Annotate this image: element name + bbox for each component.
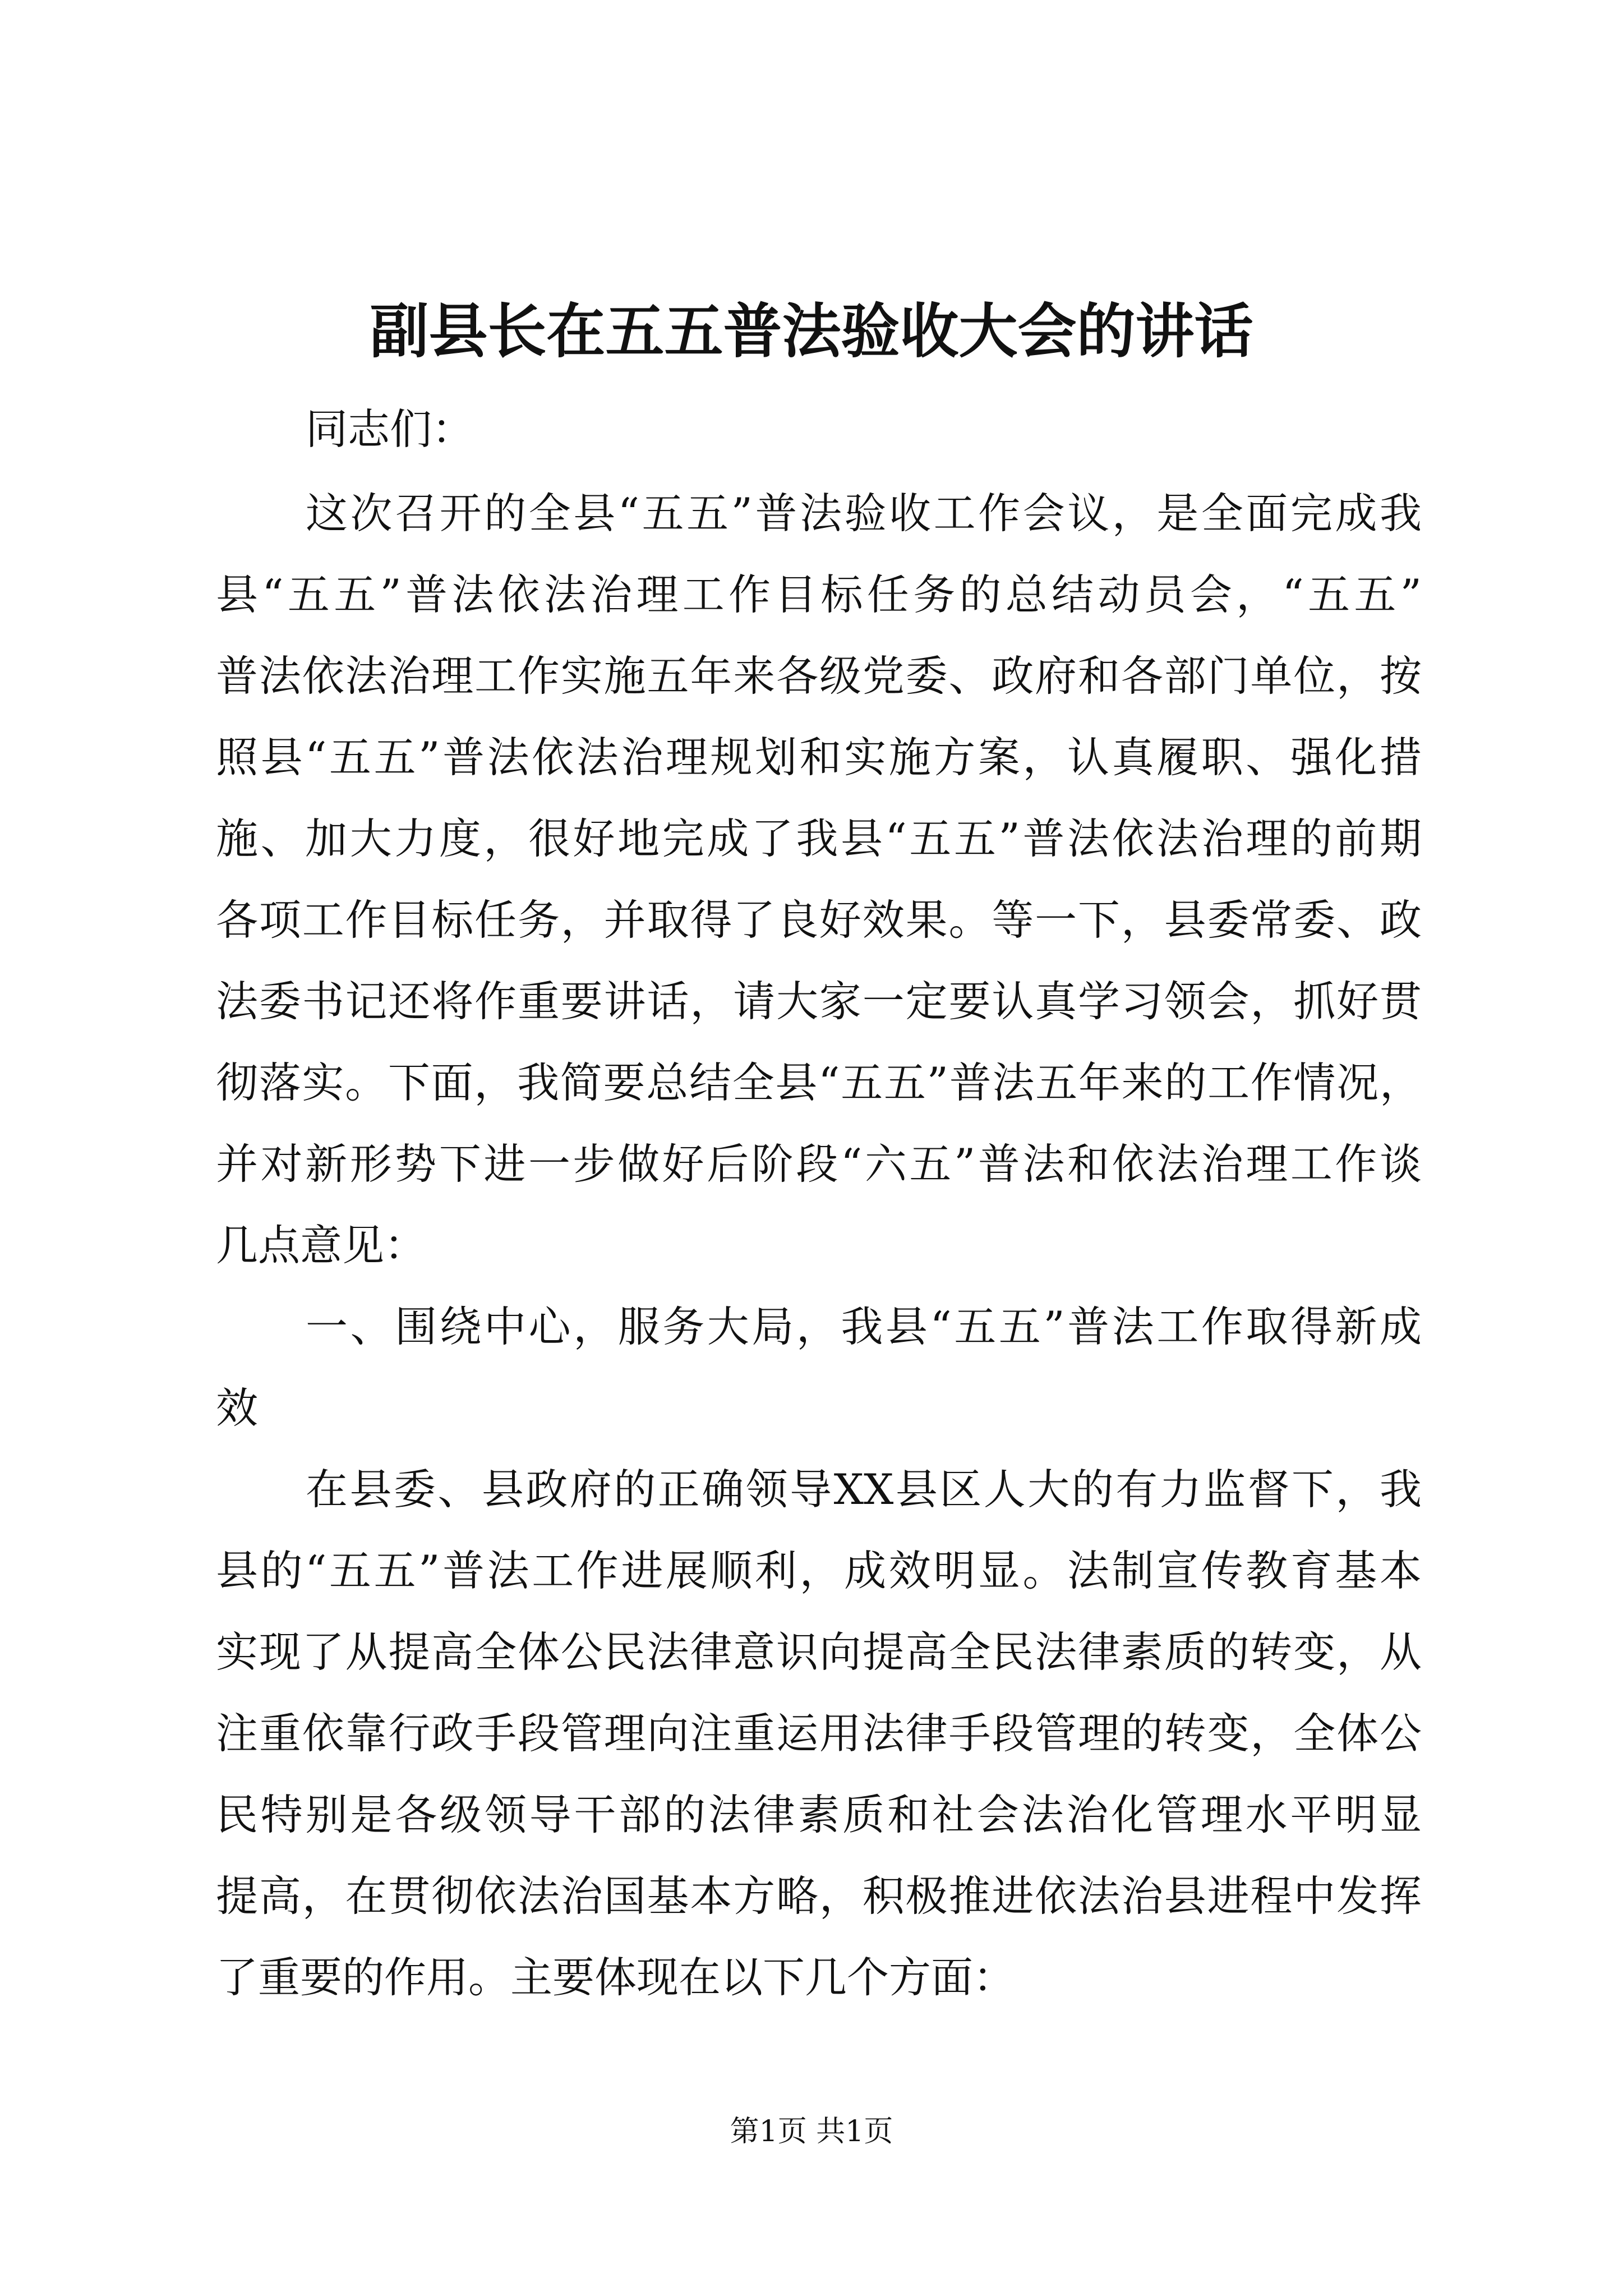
paragraph-line: 在县委、县政府的正确领导XX县区人大的有力监督下，我 — [306, 1465, 1422, 1514]
paragraph-line: 了重要的作用。主要体现在以下几个方面： — [216, 1953, 1016, 2002]
section-heading-line: 效 — [216, 1383, 259, 1433]
paragraph-line: 提高，在贯彻依法治国基本方略，积极推进依法治县进程中发挥 — [216, 1871, 1422, 1921]
paragraph-line: 施、加大力度，很好地完成了我县“五五”普法依法治理的前期 — [216, 814, 1422, 863]
paragraph-line: 实现了从提高全体公民法律意识向提高全民法律素质的转变，从 — [216, 1627, 1422, 1677]
paragraph-line: 各项工作目标任务，并取得了良好效果。等一下，县委常委、政 — [216, 895, 1422, 945]
paragraph-line: 彻落实。下面，我简要总结全县“五五”普法五年来的工作情况， — [216, 1058, 1422, 1107]
paragraph-line: 县的“五五”普法工作进展顺利，成效明显。法制宣传教育基本 — [216, 1546, 1422, 1595]
paragraph-line: 照县“五五”普法依法治理规划和实施方案，认真履职、强化措 — [216, 733, 1422, 782]
paragraph-line: 普法依法治理工作实施五年来各级党委、政府和各部门单位，按 — [216, 651, 1422, 701]
paragraph-line: 几点意见： — [216, 1221, 427, 1270]
page-footer: 第1页 共1页 — [730, 2115, 893, 2148]
paragraph-line: 民特别是各级领导干部的法律素质和社会法治化管理水平明显 — [216, 1790, 1422, 1839]
salutation: 同志们： — [306, 404, 474, 454]
document-title: 副县长在五五普法验收大会的讲话 — [370, 296, 1253, 366]
paragraph-line: 并对新形势下进一步做好后阶段“六五”普法和依法治理工作谈 — [216, 1139, 1422, 1189]
paragraph-line: 这次召开的全县“五五”普法验收工作会议，是全面完成我 — [306, 489, 1422, 538]
paragraph-line: 注重依靠行政手段管理向注重运用法律手段管理的转变，全体公 — [216, 1709, 1422, 1758]
paragraph-line: 法委书记还将作重要讲话，请大家一定要认真学习领会，抓好贯 — [216, 977, 1422, 1026]
section-heading-line: 一、围绕中心，服务大局，我县“五五”普法工作取得新成 — [306, 1302, 1422, 1351]
paragraph-line: 县“五五”普法依法治理工作目标任务的总结动员会，“五五” — [216, 570, 1422, 619]
